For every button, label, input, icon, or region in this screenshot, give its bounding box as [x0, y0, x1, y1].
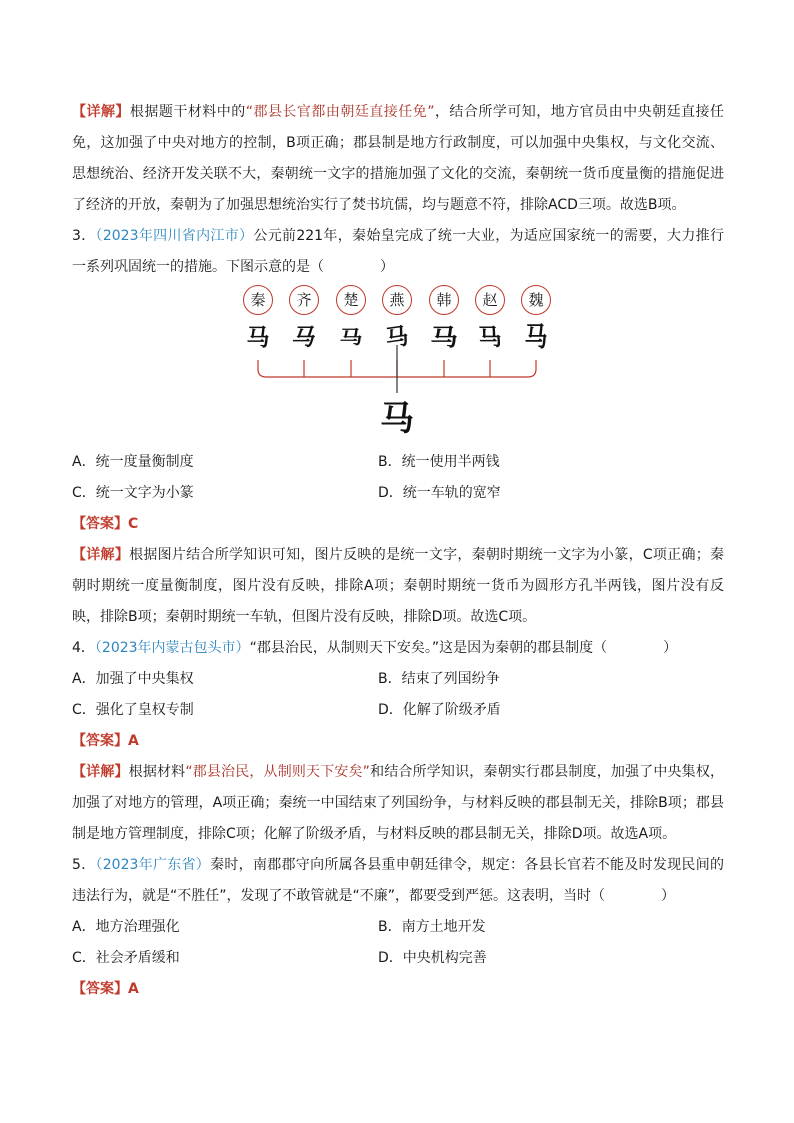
- option-a: A．加强了中央集权: [72, 671, 194, 687]
- option-b: B．统一使用半两钱: [378, 454, 500, 470]
- q2-detail: [72, 97, 724, 221]
- state-yan: 燕: [382, 285, 412, 315]
- answer-value: A: [128, 981, 139, 997]
- option-d: D．化解了阶级矛盾: [378, 702, 501, 718]
- answer-label: 【答案】: [72, 733, 128, 749]
- q4-stem: [72, 633, 724, 664]
- script-glyph-chu: 马: [339, 326, 363, 349]
- detail-text: ，结合所学可知，地方官员由中央朝廷直接任免，这加强了中央对地方的控制，B项正确；郡县制是地方行政制度，可以加强中央集权，与文化交流、思想统治、经济开发关联不大，秦朝统一文字的措施加强了文化的交流，秦朝统一货币度量衡的措施促进了经济的开放，秦朝为了加强思想统治实行了焚书坑儒，均与题意不符，排除ACD三项。故选B项。: [72, 104, 725, 213]
- document-page: [72, 97, 724, 1005]
- question-number: 5．: [72, 857, 96, 873]
- script-glyph-qi: 马: [289, 324, 319, 351]
- question-text: 秦时，南郡郡守向所属各县重申朝廷律令，规定：各县长官若不能及时发现民间的违法行为，就是“不胜任”，发现了不敢管就是“不廉”，都要受到严惩。这表明，当时（ ）: [72, 857, 724, 904]
- script-glyph-yan: 马: [383, 322, 411, 353]
- detail-quote: “郡县长官都由朝廷直接任免”: [245, 104, 435, 120]
- state-zhao: 赵: [475, 285, 505, 315]
- question-number: 3．: [72, 228, 96, 244]
- q5-options-row1: [72, 912, 724, 943]
- detail-quote: “郡县治民，从制则天下安矣”: [185, 764, 370, 780]
- state-qin: 秦: [243, 285, 273, 315]
- q3-detail: [72, 540, 724, 633]
- q5-options-row2: [72, 943, 724, 974]
- answer-value: C: [128, 516, 139, 532]
- detail-text: 和结合所学知识，秦朝实行郡县制度，加强了中央集权，加强了对地方的管理，A项正确；秦统一中国结束了列国纷争，与材料反映的郡县制无关，排除B项；郡县制是地方管理制度，排除C项；化解了阶级矛盾，与材料反映的郡县制无关，排除D项。故选A项。: [72, 764, 725, 842]
- option-c: C．统一文字为小篆: [72, 485, 194, 501]
- option-c: C．社会矛盾缓和: [72, 950, 180, 966]
- answer-label: 【答案】: [72, 516, 128, 532]
- question-source: （2023年内蒙古包头市）: [94, 640, 250, 656]
- state-qi: 齐: [289, 285, 319, 315]
- option-c: C．强化了皇权专制: [72, 702, 194, 718]
- unified-xiaozhuan-glyph: 马: [380, 399, 414, 439]
- detail-label: 【详解】: [72, 547, 130, 563]
- script-glyph-qin: 马: [246, 324, 270, 351]
- option-d: D．中央机构完善: [378, 950, 487, 966]
- detail-text: 根据题干材料中的: [129, 104, 246, 120]
- detail-label: 【详解】: [72, 104, 130, 120]
- q4-options-row2: [72, 695, 724, 726]
- q3-stem: [72, 221, 724, 283]
- q4-options-row1: [72, 664, 724, 695]
- question-text: 公元前221年，秦始皇完成了统一大业，为适应国家统一的需要，大力推行一系列巩固统一的措施。下图示意的是（ ）: [72, 228, 724, 275]
- question-number: 4．: [72, 640, 95, 656]
- q3-options-row1: [72, 447, 724, 478]
- q4-answer: [72, 726, 724, 757]
- option-a: A．统一度量衡制度: [72, 454, 194, 470]
- script-glyph-wei: 马: [524, 321, 548, 353]
- state-chu: 楚: [336, 285, 366, 315]
- option-d: D．统一车轨的宽窄: [378, 485, 501, 501]
- script-unification-figure: [72, 285, 724, 445]
- state-han: 韩: [429, 285, 459, 315]
- q5-stem: [72, 850, 724, 912]
- q3-answer: [72, 509, 724, 540]
- option-a: A．地方治理强化: [72, 919, 180, 935]
- q3-options-row2: [72, 478, 724, 509]
- detail-text: 根据图片结合所学知识可知，图片反映的是统一文字，秦朝时期统一文字为小篆，C项正确；秦朝时期统一度量衡制度，图片没有反映，排除A项；秦朝时期统一货币为圆形方孔半两钱，图片没有反映，排除B项；秦朝时期统一车轨，但图片没有反映，排除D项。故选C项。: [72, 547, 724, 625]
- state-wei: 魏: [521, 285, 551, 315]
- option-b: B．结束了列国纷争: [378, 671, 500, 687]
- answer-label: 【答案】: [72, 981, 128, 997]
- detail-label: 【详解】: [72, 764, 129, 780]
- script-glyph-zhao: 马: [476, 324, 504, 351]
- detail-text: 根据材料: [128, 764, 186, 780]
- option-b: B．南方土地开发: [378, 919, 486, 935]
- q4-detail: [72, 757, 724, 850]
- question-text: “郡县治民，从制则天下安矣。”这是因为秦朝的郡县制度（ ）: [249, 640, 678, 656]
- script-glyph-han: 马: [430, 324, 458, 351]
- answer-value: A: [128, 733, 139, 749]
- question-source: （2023年四川省内江市）: [95, 228, 254, 244]
- q5-answer: [72, 974, 724, 1005]
- question-source: （2023年广东省）: [95, 857, 211, 873]
